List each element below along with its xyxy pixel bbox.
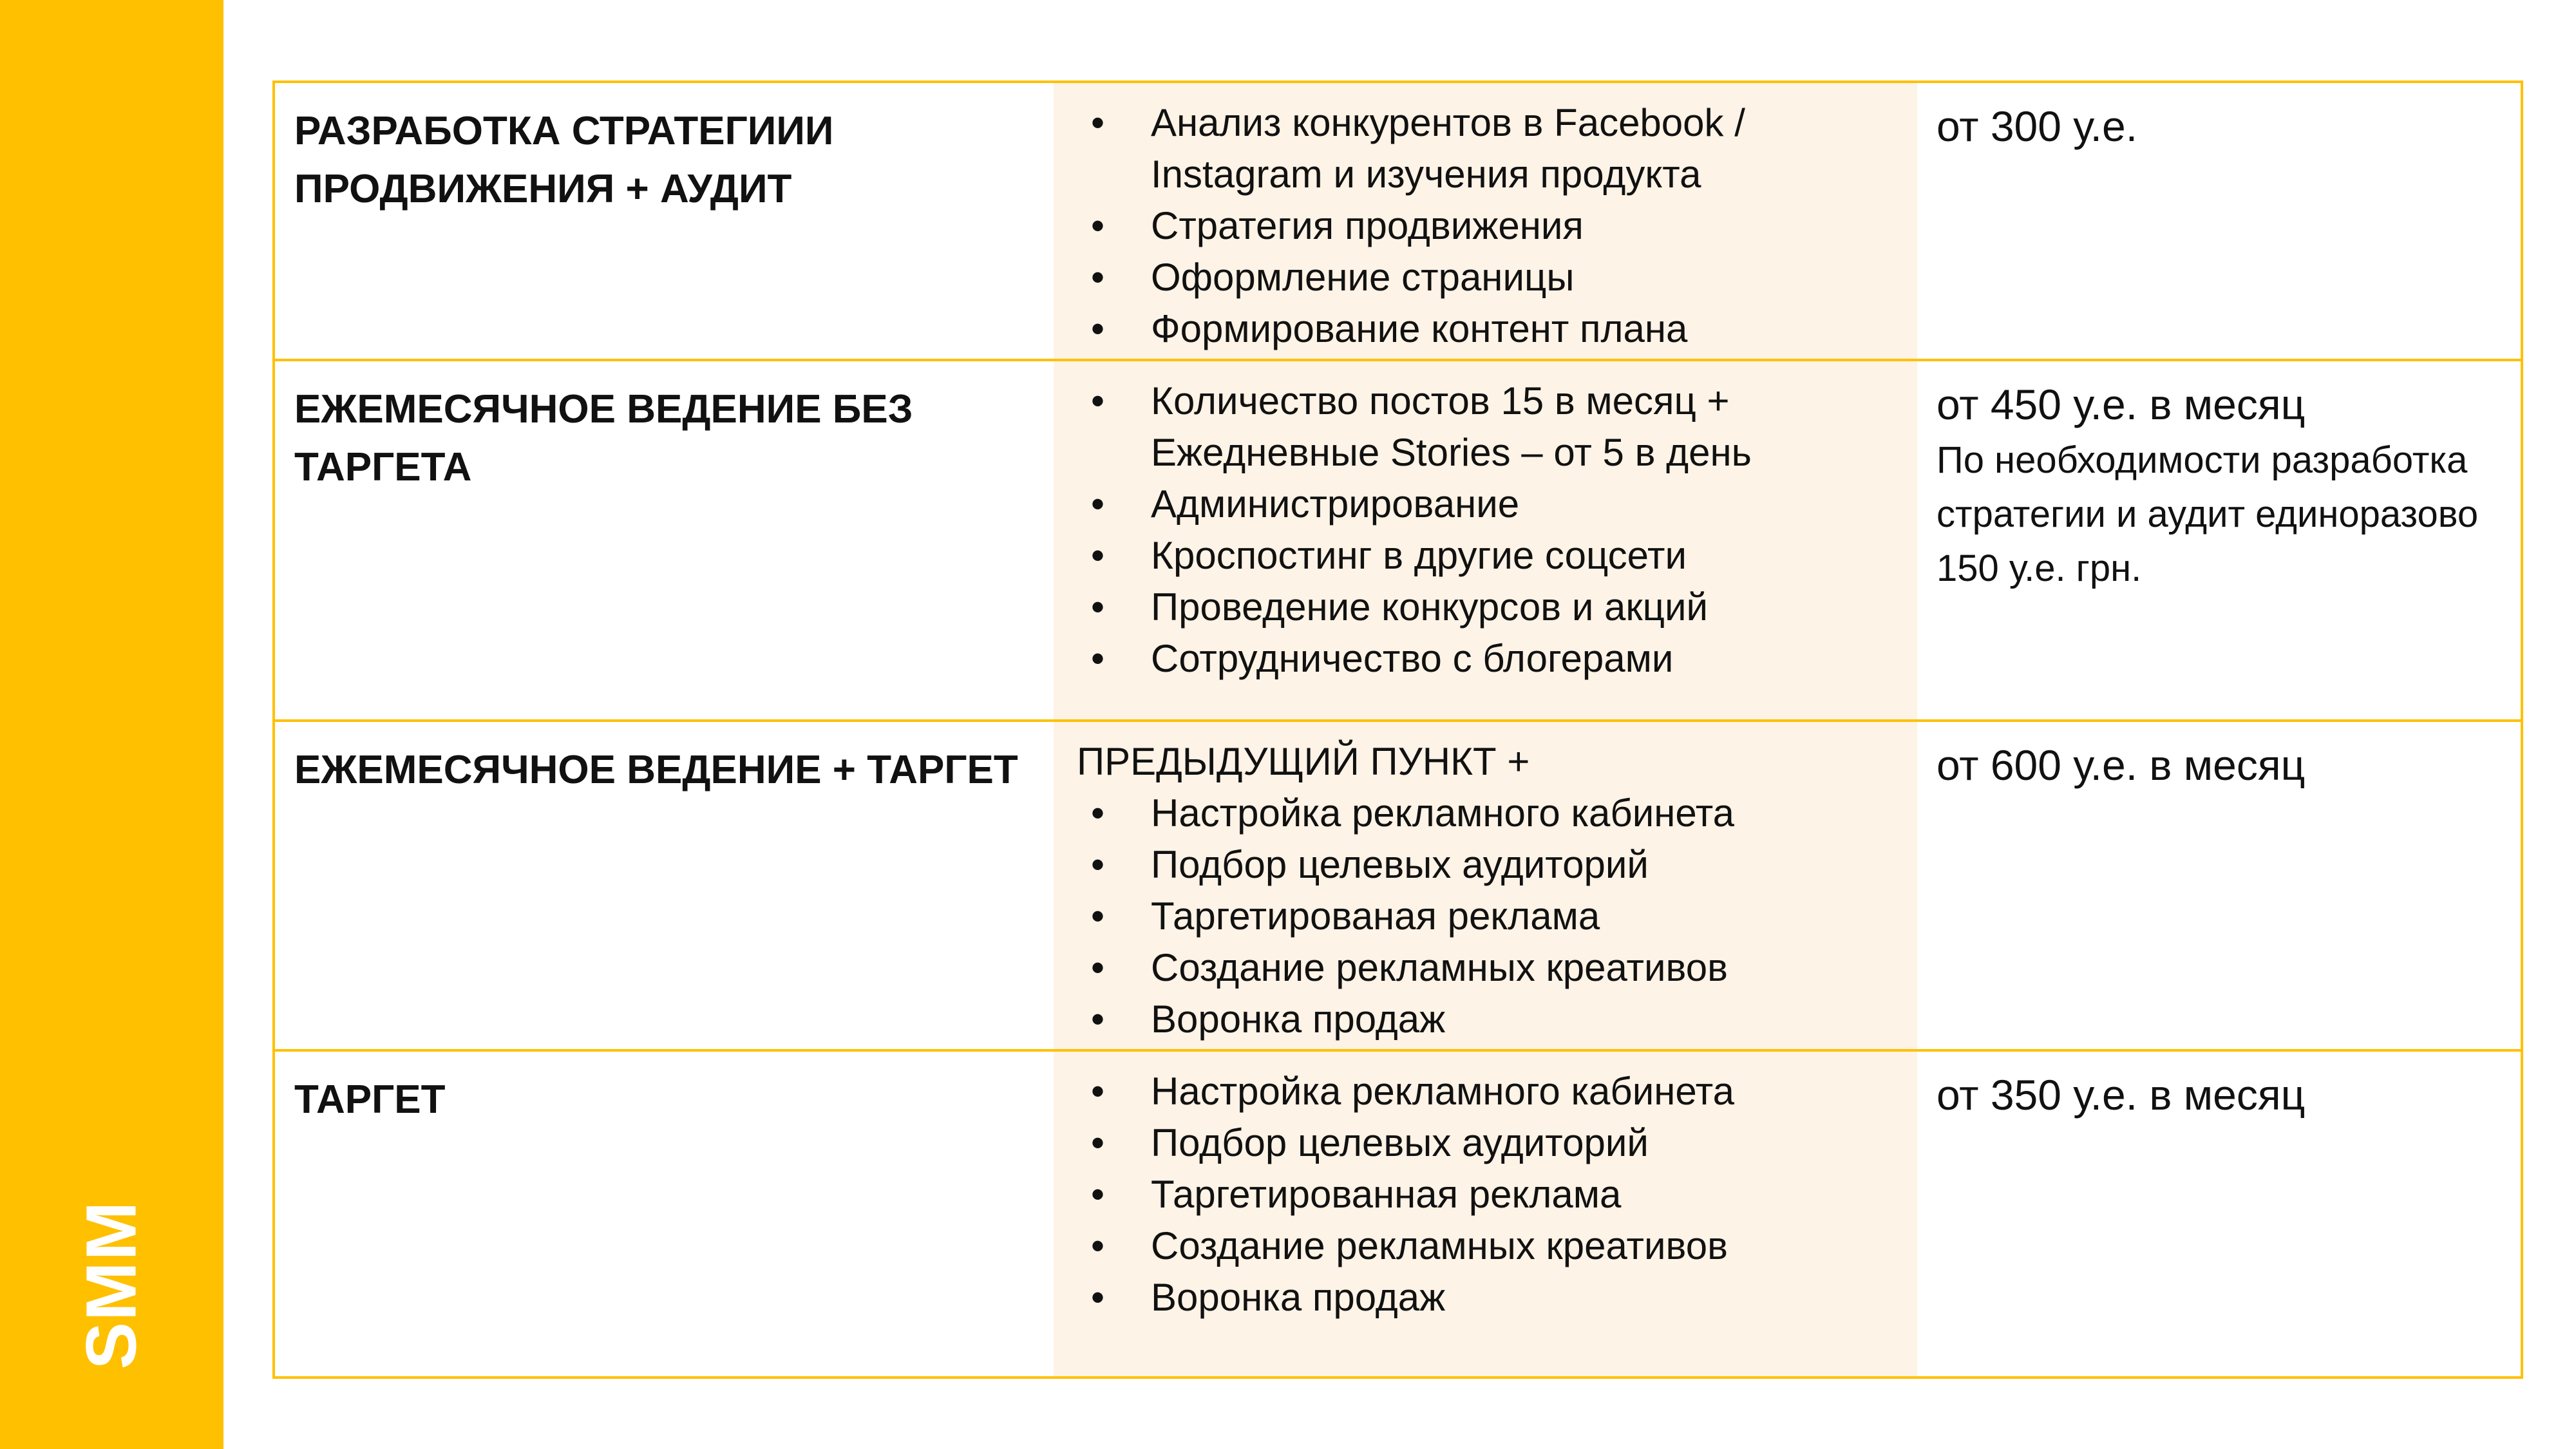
list-item — [1072, 530, 1904, 582]
list-item-label: Настройка рекламного кабинета — [1151, 791, 1734, 835]
services-cell — [1054, 1050, 1917, 1378]
list-item-label: Настройка рекламного кабинета — [1151, 1070, 1734, 1113]
price-cell — [1917, 82, 2522, 360]
list-item-label: Количество постов 15 в месяц + Ежедневные Stories – от 5 в день — [1151, 379, 1752, 474]
list-item-label: Стратегия продвижения — [1151, 204, 1584, 247]
bullet-icon: • — [1091, 482, 1105, 526]
bullet-icon: • — [1091, 637, 1105, 680]
service-name-cell — [274, 360, 1054, 721]
list-item-label: Создание рекламных креативов — [1151, 1224, 1728, 1267]
bullet-icon: • — [1091, 895, 1105, 938]
list-item — [1072, 1272, 1904, 1323]
bullet-icon: • — [1091, 585, 1105, 629]
price-value: от 450 у.е. в месяц — [1937, 381, 2306, 428]
services-list — [1072, 97, 1904, 355]
table-row — [274, 82, 2522, 360]
bullet-icon: • — [1091, 1224, 1105, 1267]
list-item — [1072, 478, 1904, 530]
bullet-icon: • — [1091, 1276, 1105, 1319]
list-item-label: Анализ конкурентов в Facebook / Instagram и изучения продукта — [1151, 101, 1745, 196]
price-cell — [1917, 721, 2522, 1050]
list-item — [1072, 1117, 1904, 1169]
services-cell — [1054, 721, 1917, 1050]
list-item-label: Воронка продаж — [1151, 998, 1446, 1041]
service-name: ТАРГЕТ — [294, 1077, 446, 1122]
bullet-icon: • — [1091, 998, 1105, 1041]
list-item-label: Сотрудничество с блогерами — [1151, 637, 1674, 680]
price-table — [272, 80, 2523, 1379]
bullet-icon: • — [1091, 534, 1105, 577]
bullet-icon: • — [1091, 946, 1105, 989]
list-item — [1072, 200, 1904, 252]
services-list — [1072, 788, 1904, 1045]
list-item-label: Воронка продаж — [1151, 1276, 1446, 1319]
list-item-label: Кроспостинг в другие соцсети — [1151, 534, 1687, 577]
price-cell — [1917, 1050, 2522, 1378]
list-item-label: Подбор целевых аудиторий — [1151, 843, 1649, 886]
list-item-label: Оформление страницы — [1151, 256, 1575, 299]
services-list — [1072, 1066, 1904, 1323]
service-name-cell — [274, 82, 1054, 360]
list-item — [1072, 942, 1904, 994]
bullet-icon: • — [1091, 379, 1105, 422]
bullet-icon: • — [1091, 256, 1105, 299]
bullet-icon: • — [1091, 101, 1105, 144]
list-item — [1072, 994, 1904, 1045]
list-item — [1072, 633, 1904, 685]
list-item-label: Администрирование — [1151, 482, 1520, 526]
bullet-icon: • — [1091, 307, 1105, 350]
services-lead: ПРЕДЫДУЩИЙ ПУНКТ + — [1077, 740, 1530, 783]
list-item — [1072, 1220, 1904, 1272]
bullet-icon: • — [1091, 1070, 1105, 1113]
price-cell — [1917, 360, 2522, 721]
list-item — [1072, 1169, 1904, 1220]
services-cell — [1054, 82, 1917, 360]
list-item — [1072, 891, 1904, 942]
price-note: По необходимости разработка стратегии и аудит единоразово 150 у.е. грн. — [1937, 439, 2479, 589]
list-item-label: Подбор целевых аудиторий — [1151, 1121, 1649, 1164]
bullet-icon: • — [1091, 843, 1105, 886]
price-value: от 300 у.е. — [1937, 102, 2138, 150]
list-item-label: Проведение конкурсов и акций — [1151, 585, 1709, 629]
list-item — [1072, 252, 1904, 303]
list-item — [1072, 839, 1904, 891]
services-cell — [1054, 360, 1917, 721]
list-item-label: Формирование контент плана — [1151, 307, 1688, 350]
table-row — [274, 721, 2522, 1050]
bullet-icon: • — [1091, 791, 1105, 835]
list-item — [1072, 375, 1904, 478]
service-name: ЕЖЕМЕСЯЧНОЕ ВЕДЕНИЕ + ТАРГЕТ — [294, 748, 1018, 792]
list-item — [1072, 1066, 1904, 1117]
service-name: ЕЖЕМЕСЯЧНОЕ ВЕДЕНИЕ БЕЗ ТАРГЕТА — [294, 387, 913, 489]
service-name-cell — [274, 721, 1054, 1050]
bullet-icon: • — [1091, 204, 1105, 247]
side-bar — [0, 0, 223, 1449]
list-item — [1072, 582, 1904, 633]
list-item — [1072, 303, 1904, 355]
bullet-icon: • — [1091, 1173, 1105, 1216]
list-item — [1072, 97, 1904, 200]
list-item — [1072, 788, 1904, 839]
bullet-icon: • — [1091, 1121, 1105, 1164]
list-item-label: Таргетированая реклама — [1151, 895, 1600, 938]
table-row — [274, 1050, 2522, 1378]
service-name-cell — [274, 1050, 1054, 1378]
service-name: РАЗРАБОТКА СТРАТЕГИИИ ПРОДВИЖЕНИЯ + АУДИТ — [294, 109, 834, 211]
services-list — [1072, 375, 1904, 685]
side-label: SMM — [71, 1200, 151, 1370]
price-value: от 600 у.е. в месяц — [1937, 741, 2306, 789]
list-item-label: Создание рекламных креативов — [1151, 946, 1728, 989]
table-row — [274, 360, 2522, 721]
list-item-label: Таргетированная реклама — [1151, 1173, 1622, 1216]
price-value: от 350 у.е. в месяц — [1937, 1071, 2306, 1119]
